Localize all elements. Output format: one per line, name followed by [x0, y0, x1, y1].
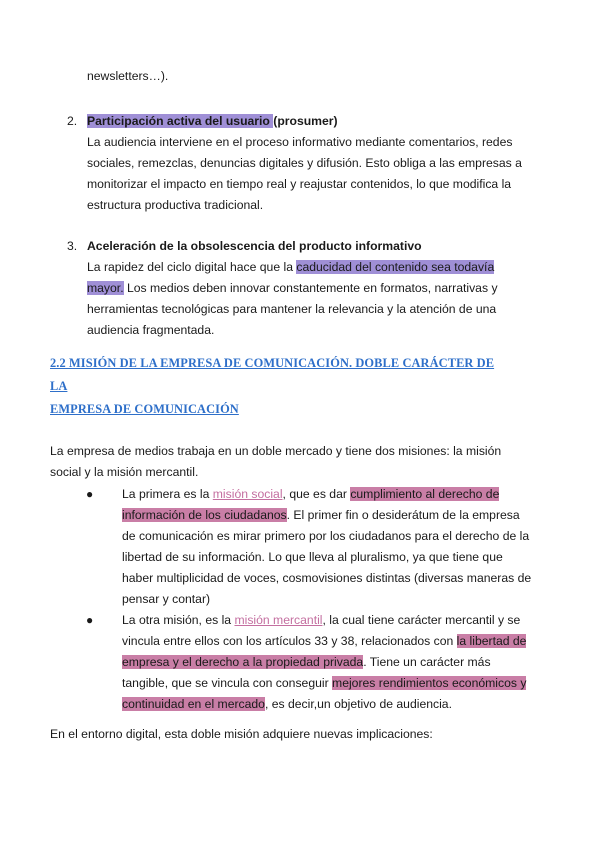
bullet1-line-4: libertad de su información. Lo que lleva al pluralismo, ya que tiene que [122, 550, 503, 564]
section-heading-line-1: 2.2 MISIÓN DE LA EMPRESA DE COMUNICACIÓN. DOBLE CARÁCTER DE [50, 356, 495, 370]
item3-line-4: audiencia fragmentada. [87, 323, 215, 337]
bullet2-line-2 [122, 631, 526, 652]
item3-line2-highlight: mayor. [87, 281, 124, 295]
bullet2-line-3 [122, 652, 491, 673]
bullet2-highlight-3: mejores rendimientos económicos y [332, 676, 527, 690]
item3-line-3: herramientas tecnológicas para mantener la relevancia y la atención de una [87, 302, 497, 316]
item3-line-2 [87, 278, 498, 299]
bullet-marker-2: ● [86, 613, 94, 627]
bullet1-text-a: La primera es la [122, 487, 213, 501]
bullet1-text-b: , que es dar [282, 487, 351, 501]
bullet2-text-c: vincula entre ellos con los artículos 33 y 38, relacionados con [122, 634, 457, 648]
bullet1-line-3: de comunicación es mirar primero por los ciudadanos para el derecho de la [122, 529, 530, 543]
item2-line-2: sociales, remezclas, denuncias digitales y difusión. Esto obliga a las empresas a [87, 156, 522, 170]
bullet1-line-6: pensar y contar) [122, 592, 211, 606]
bullet1-line-1 [122, 484, 499, 505]
bullet2-line-4 [122, 673, 526, 694]
bullet2-line-5 [122, 694, 452, 715]
bullet-marker-1: ● [86, 487, 94, 501]
bullet2-highlight-4: continuidad en el mercado [122, 697, 265, 711]
item2-line-1: La audiencia interviene en el proceso informativo mediante comentarios, redes [87, 135, 513, 149]
closing-line: En el entorno digital, esta doble misión adquiere nuevas implicaciones: [50, 727, 433, 741]
item2-title-highlight: Participación activa del usuario [87, 114, 274, 128]
intro-line-1: La empresa de medios trabaja en un doble mercado y tiene dos misiones: la misión [50, 444, 502, 458]
mision-mercantil-link[interactable]: misión mercantil [234, 613, 323, 627]
item2-line-3: monitorizar el impacto en tiempo real y reajustar contenidos, lo que modifica la [87, 177, 512, 191]
item2-title-rest: (prosumer) [273, 114, 338, 128]
mision-social-link[interactable]: misión social [212, 487, 283, 501]
item2-line-4: estructura productiva tradicional. [87, 198, 264, 212]
item3-line1-highlight: caducidad del contenido sea todavía [296, 260, 495, 274]
bullet2-text-d: . Tiene un carácter más [363, 655, 491, 669]
intro-line-2: social y la misión mercantil. [50, 465, 199, 479]
item2-title [87, 111, 338, 132]
bullet1-highlight-1: cumplimiento al derecho de [350, 487, 500, 501]
bullet1-line-2 [122, 505, 520, 526]
bullet2-text-e: tangible, que se vincula con conseguir [122, 676, 333, 690]
bullet2-line-1 [122, 610, 520, 631]
bullet1-highlight-2: información de los ciudadanos [122, 508, 287, 522]
bullet2-highlight-2: empresa y el derecho a la propiedad privada [122, 655, 364, 669]
continuation-text: newsletters…). [87, 69, 169, 83]
bullet1-line-5: haber multiplicidad de voces, cosmovisiones distintas (diversas maneras de [122, 571, 532, 585]
bullet2-text-f: , es decir,un objetivo de audiencia. [264, 697, 452, 711]
item3-line-1 [87, 257, 494, 278]
list-number-2: 2. [67, 114, 78, 128]
bullet2-highlight-1: la libertad de [456, 634, 527, 648]
item3-title: Aceleración de la obsolescencia del producto informativo [87, 239, 422, 253]
bullet2-text-b: , la cual tiene carácter mercantil y se [322, 613, 521, 627]
item3-line2-text: Los medios deben innovar constantemente en formatos, narrativas y [123, 281, 498, 295]
section-heading-line-2: LA [50, 379, 68, 393]
item3-line1-text: La rapidez del ciclo digital hace que la [87, 260, 297, 274]
bullet2-text-a: La otra misión, es la [122, 613, 235, 627]
bullet1-text-c: . El primer fin o desiderátum de la empresa [286, 508, 520, 522]
section-heading-line-3: EMPRESA DE COMUNICACIÓN [50, 402, 239, 416]
list-number-3: 3. [67, 239, 78, 253]
